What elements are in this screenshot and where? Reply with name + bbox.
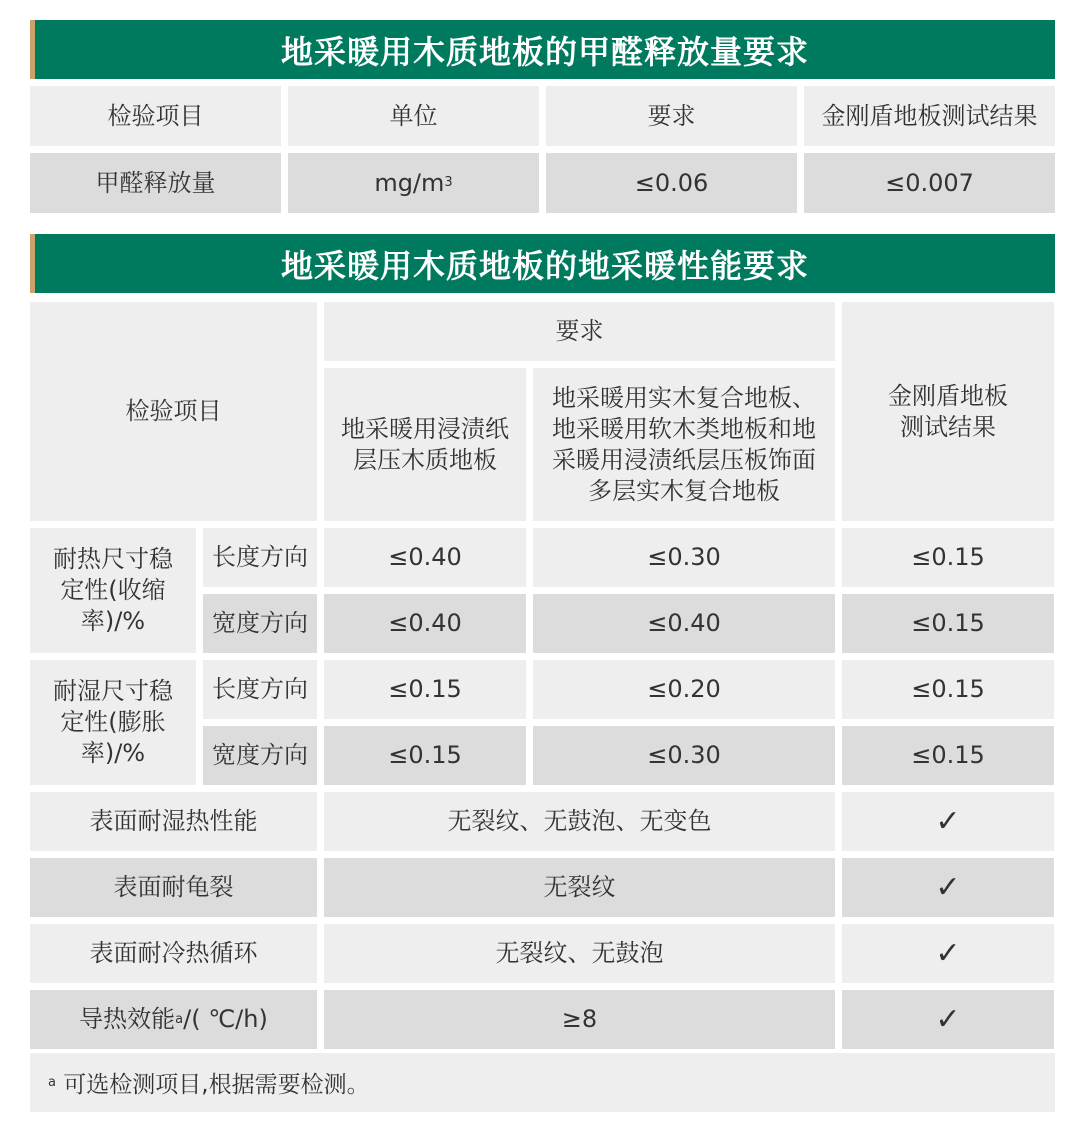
header-requirement: 要求 xyxy=(324,302,835,361)
row-direction: 长度方向 xyxy=(203,528,317,587)
unit-base: mg/m xyxy=(374,168,445,197)
row-req1: ≤0.15 xyxy=(324,660,526,719)
row-req2: ≤0.30 xyxy=(533,528,835,587)
merged-row-requirement: 无裂纹 xyxy=(324,858,835,917)
row-direction: 宽度方向 xyxy=(203,594,317,653)
row-req1: ≤0.15 xyxy=(324,726,526,785)
item-unit: /( ℃/h) xyxy=(183,1005,268,1033)
row-direction: 长度方向 xyxy=(203,660,317,719)
check-icon: ✓ xyxy=(842,858,1054,917)
merged-row-item: 表面耐湿热性能 xyxy=(30,792,317,851)
row-req2: ≤0.20 xyxy=(533,660,835,719)
merged-row-requirement: 无裂纹、无鼓泡 xyxy=(324,924,835,983)
merged-row-item: 导热效能 a /( ℃/h) xyxy=(30,990,317,1049)
row-requirement: ≤0.06 xyxy=(546,153,797,213)
check-icon: ✓ xyxy=(842,990,1054,1049)
group-heat-label: 耐热尺寸稳定性(收缩率)/% xyxy=(30,528,196,653)
heating-performance-table xyxy=(30,302,1055,1049)
header-item: 检验项目 xyxy=(30,86,281,146)
header-result: 金刚盾地板测试结果 xyxy=(804,86,1055,146)
header-requirement-col1: 地采暖用浸渍纸层压木质地板 xyxy=(324,368,526,521)
check-icon: ✓ xyxy=(842,924,1054,983)
row-req2: ≤0.30 xyxy=(533,726,835,785)
header-requirement: 要求 xyxy=(546,86,797,146)
group-humidity-label: 耐湿尺寸稳定性(膨胀率)/% xyxy=(30,660,196,785)
row-result: ≤0.15 xyxy=(842,660,1054,719)
check-icon: ✓ xyxy=(842,792,1054,851)
row-result: ≤0.007 xyxy=(804,153,1055,213)
row-req2: ≤0.40 xyxy=(533,594,835,653)
header-item: 检验项目 xyxy=(30,302,317,521)
row-unit: mg/m 3 xyxy=(288,153,539,213)
row-item: 甲醛释放量 xyxy=(30,153,281,213)
merged-row-requirement: ≥8 xyxy=(324,990,835,1049)
item-base: 导热效能 xyxy=(79,1005,176,1033)
header-unit: 单位 xyxy=(288,86,539,146)
merged-row-item: 表面耐龟裂 xyxy=(30,858,317,917)
row-result: ≤0.15 xyxy=(842,594,1054,653)
row-result: ≤0.15 xyxy=(842,726,1054,785)
footnote-text: 可选检测项目,根据需要检测。 xyxy=(63,1072,370,1098)
header-requirement-col2: 地采暖用实木复合地板、地采暖用软木类地板和地采暖用浸渍纸层压板饰面多层实木复合地板 xyxy=(533,368,835,521)
row-result: ≤0.15 xyxy=(842,528,1054,587)
row-req1: ≤0.40 xyxy=(324,528,526,587)
table2-title: 地采暖用木质地板的地采暖性能要求 xyxy=(30,234,1055,293)
header-result: 金刚盾地板测试结果 xyxy=(842,302,1054,521)
row-direction: 宽度方向 xyxy=(203,726,317,785)
formaldehyde-table xyxy=(30,86,1055,213)
merged-row-item: 表面耐冷热循环 xyxy=(30,924,317,983)
table1-title: 地采暖用木质地板的甲醛释放量要求 xyxy=(30,20,1055,79)
merged-row-requirement: 无裂纹、无鼓泡、无变色 xyxy=(324,792,835,851)
footnote: a 可选检测项目,根据需要检测。 xyxy=(30,1053,1055,1112)
row-req1: ≤0.40 xyxy=(324,594,526,653)
